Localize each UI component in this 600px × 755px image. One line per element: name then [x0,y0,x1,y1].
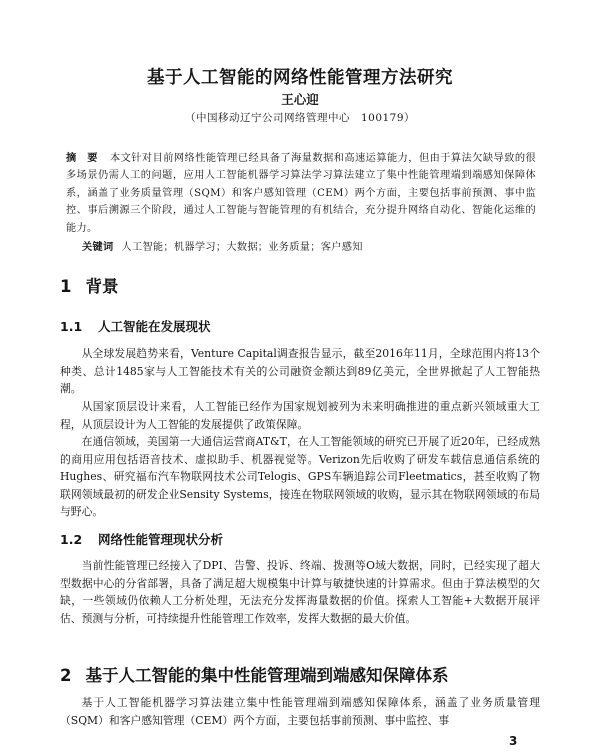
subsection-heading-1-1 [60,317,211,335]
paragraph: 在通信领域，美国第一大通信运营商AT&T，在人工智能领域的研究已开展了近20年，已经成熟的商用应用包括语音技术、虚拟助手、机器视觉等。Verizon先后收购了研发车载信息通信系统的Hughes、研究福布汽车物联网技术公司Telogis、GPS车辆追踪公司Fleetmatics，甚至收购了物联网领域最初的研发企业Sensity Systems，接连在物联网领域的收购，显示其在物联网领域的布局与野心。 [60,435,540,519]
subsection-number: 1.1 [60,319,83,334]
abstract [66,150,536,237]
abstract-text: 本文针对目前网络性能管理已经具备了海量数据和高速运算能力，但由于算法欠缺导致的很多场景仍需人工的问题，应用人工智能机器学习算法学习算法建立了集中性能管理端到端感知保障体系，涵盖了业务质量管理（SQM）和客户感知管理（CEM）两个方面，主要包括事前预测、事中监控、事后溯源三个阶段，通过人工智能与智能管理的有机结合，充分提升网络自动化、智能化运维的能力。 [66,153,536,234]
subsection-heading-1-2 [60,530,223,548]
paragraph: 从全球发展趋势来看，Venture Capital调查报告显示，截至2016年11月，全球范围内将13个种类、总计1485家与人工智能技术有关的公司融资金额达到89亿美元，全世界掀起了人工智能热潮。 [60,347,540,396]
subsection-title: 网络性能管理现状分析 [98,532,224,547]
section-number: 1 [60,277,72,296]
author-affiliation: （中国移动辽宁公司网络管理中心 100179） [184,112,416,124]
section-title: 背景 [85,277,119,296]
section-title: 基于人工智能的集中性能管理端到端感知保障体系 [85,666,449,685]
paragraph: 当前性能管理已经接入了DPI、告警、投诉、终端、拨测等O域大数据，同时，已经实现了超大型数据中心的分省部署，具备了满足超大规模集中计算与敏捷快速的计算需求。但由于算法模型的欠缺，一些领域仍依赖人工分析处理，无法充分发挥海量数据的价值。探索人工智能+大数据开展评估、预测与分析，可持续提升性能管理工作效率，发挥大数据的最大价值。 [60,559,540,625]
paragraph: 基于人工智能机器学习算法建立集中性能管理端到端感知保障体系，涵盖了业务质量管理（SQM）和客户感知管理（CEM）两个方面，主要包括事前预测、事中监控、事 [60,696,540,727]
section-heading-2 [60,662,448,686]
page-number: 3 [509,734,518,748]
section-heading-1 [60,273,118,297]
keywords-label: 关键词 [82,242,114,253]
section-number: 2 [60,666,72,685]
paragraph: 从国家顶层设计来看，人工智能已经作为国家规划被列为未来明确推进的重点新兴领域重大工程，从顶层设计为人工智能的发展提供了政策保障。 [60,400,540,431]
subsection-title: 人工智能在发展现状 [98,319,211,334]
keywords [82,238,536,253]
paper-title: 基于人工智能的网络性能管理方法研究 [147,68,453,88]
keywords-text: 人工智能；机器学习；大数据；业务质量；客户感知 [121,242,363,253]
author-name: 王心迎 [281,92,319,107]
subsection-number: 1.2 [60,532,83,547]
abstract-label: 摘 要 [66,153,98,164]
